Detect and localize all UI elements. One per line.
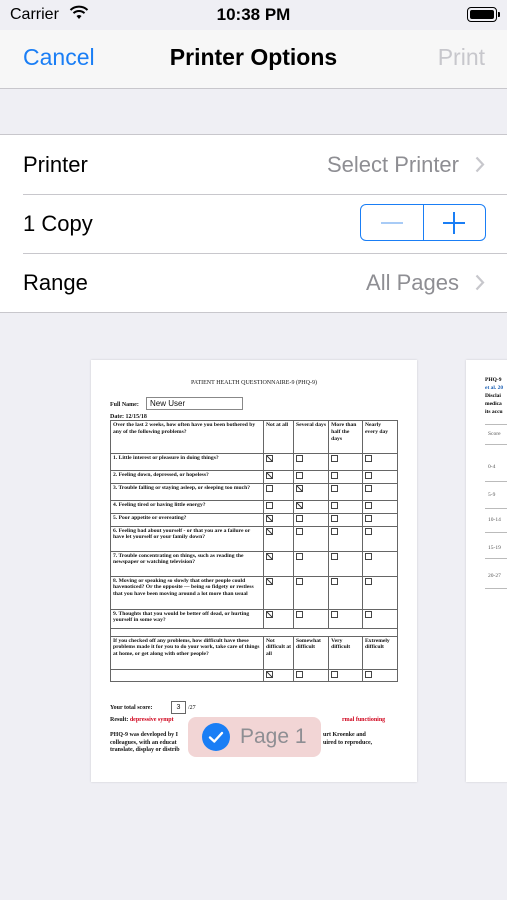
checkbox (331, 472, 338, 479)
checkbox (296, 485, 303, 492)
footer-line: translate, display or distrib (110, 747, 180, 753)
column-header: More than half the days (329, 421, 363, 454)
header-question: Over the last 2 weeks, how often have you been bothered by any of the following problems? (111, 421, 264, 454)
range-value: All Pages (366, 270, 459, 295)
page2-score-row: 5-9 (488, 492, 496, 498)
column-header: Several days (294, 421, 329, 454)
copies-row (0, 194, 507, 253)
page2-line: its accu (485, 409, 503, 415)
clock: 10:38 PM (216, 5, 291, 24)
checkbox (331, 515, 338, 522)
chevron-right-icon (475, 156, 485, 178)
question-text: 2. Feeling down, depressed, or hopeless? (111, 471, 264, 484)
printer-row[interactable] (0, 135, 507, 194)
answer-cell (264, 526, 294, 551)
copies-label: 1 Copy (23, 211, 93, 236)
battery-icon (467, 7, 497, 22)
question-text: 3. Trouble falling or staying asleep, or sleeping too much? (111, 484, 264, 501)
column-header: Nearly every day (362, 421, 397, 454)
answer-cell (294, 551, 329, 576)
checkbox (365, 578, 372, 585)
checkbox (266, 485, 273, 492)
answer-cell (362, 484, 397, 501)
print-preview[interactable] (0, 313, 507, 900)
answer-cell (264, 513, 294, 526)
page-indicator[interactable] (188, 717, 321, 757)
answer-cell (294, 513, 329, 526)
navigation-bar (0, 30, 507, 89)
result-value-right: rmal functioning (342, 717, 386, 723)
answer-cell (264, 609, 294, 628)
answer-cell (362, 551, 397, 576)
checkbox (365, 528, 372, 535)
table-row (111, 501, 398, 514)
checkbox (331, 502, 338, 509)
answer-cell (264, 501, 294, 514)
answer-cell (329, 609, 363, 628)
page2-score-header: Score (488, 431, 501, 437)
answer-cell (329, 501, 363, 514)
answer-cell (264, 484, 294, 501)
document-title: PATIENT HEALTH QUESTIONNAIRE-9 (PHQ-9) (191, 380, 317, 386)
table-row (111, 609, 398, 628)
full-name-field: New User (146, 397, 243, 410)
checkbox (331, 578, 338, 585)
column-header: Not difficult at all (264, 636, 294, 669)
checkbox (266, 455, 273, 462)
difficulty-question: If you checked off any problems, how difficult have these problems made it for you to do your work, take care of things at home, or get along with other people? (111, 636, 264, 669)
checkbox (266, 553, 273, 560)
question-text: 6. Feeling bad about yourself - or that you are a failure or have let yourself or your family down? (111, 526, 264, 551)
answer-cell (264, 454, 294, 471)
answer-cell (362, 609, 397, 628)
answer-cell (294, 471, 329, 484)
answer-cell (329, 454, 363, 471)
checkbox (296, 553, 303, 560)
page2-score-row: 20-27 (488, 573, 501, 579)
answer-cell (294, 484, 329, 501)
range-label: Range (23, 270, 88, 295)
question-text: 1. Little interest or pleasure in doing things? (111, 454, 264, 471)
checkbox (296, 515, 303, 522)
answer-cell (329, 551, 363, 576)
answer-cell (329, 576, 363, 609)
question-text: 4. Feeling tired or having little energy? (111, 501, 264, 514)
checkbox (331, 485, 338, 492)
checkbox (296, 502, 303, 509)
printer-options-list (0, 134, 507, 313)
answer-cell (362, 454, 397, 471)
footer-line: colleagues, with an educat (110, 739, 177, 746)
checkbox (365, 671, 372, 678)
result-label: Result: (110, 717, 129, 723)
answer-cell (362, 576, 397, 609)
question-text: 8. Moving or speaking so slowly that other people could havenoticed? Or the opposite — being so fidgety or restless that you have been moving around a lot more than usual (111, 576, 264, 609)
checkbox (266, 515, 273, 522)
answer-cell (294, 576, 329, 609)
checkbox (365, 455, 372, 462)
checkbox (331, 528, 338, 535)
questionnaire-table (110, 420, 398, 682)
table-row (111, 513, 398, 526)
answer-cell (294, 526, 329, 551)
plus-icon (443, 212, 465, 234)
page2-line: medica (485, 401, 502, 407)
page2-line: et al. 20 (485, 385, 504, 391)
full-name-label: Full Name: (110, 402, 139, 408)
checkbox (365, 611, 372, 618)
footer-line: urt Kroenke and (323, 732, 366, 738)
result-value-left: depressive sympt (129, 717, 174, 723)
answer-cell (362, 513, 397, 526)
page-indicator-label: Page 1 (240, 725, 307, 748)
total-score-label: Your total score: (110, 705, 153, 711)
answer-cell (264, 471, 294, 484)
checkbox (331, 671, 338, 678)
question-text: 9. Thoughts that you would be better off dead, or hurting yourself in some way? (111, 609, 264, 628)
copies-stepper[interactable] (360, 204, 486, 241)
answer-cell (329, 471, 363, 484)
printer-label: Printer (23, 152, 88, 177)
decrement-button[interactable] (361, 205, 423, 240)
minus-icon (381, 222, 403, 224)
checkbox (296, 578, 303, 585)
checkbox (331, 553, 338, 560)
answer-cell (329, 513, 363, 526)
table-row (111, 484, 398, 501)
checkbox (365, 485, 372, 492)
page2-score-row: 0-4 (488, 464, 496, 470)
answer-cell (294, 501, 329, 514)
table-row (111, 551, 398, 576)
table-row (111, 576, 398, 609)
answer-cell (362, 471, 397, 484)
table-row (111, 454, 398, 471)
checkbox (296, 455, 303, 462)
page2-line: Disclai (485, 393, 501, 399)
column-header: Extremely difficult (362, 636, 397, 669)
answer-cell (329, 484, 363, 501)
footer-line: PHQ-9 was developed by I (110, 732, 179, 738)
checkbox (296, 528, 303, 535)
checkbox (266, 502, 273, 509)
printer-value: Select Printer (326, 152, 459, 177)
footer-line: uired to reproduce, (323, 739, 373, 746)
table-header-row (111, 421, 398, 454)
answer-cell (362, 526, 397, 551)
table-row (111, 526, 398, 551)
range-row[interactable] (0, 253, 507, 312)
checkbox (365, 553, 372, 560)
cancel-button[interactable]: Cancel (23, 44, 95, 70)
page2-line: PHQ-9 (485, 377, 502, 383)
difficulty-answer-row (111, 669, 398, 682)
carrier-label: Carrier (10, 6, 59, 23)
column-header: Very difficult (329, 636, 363, 669)
checkmark-icon (202, 723, 230, 751)
spacer-row (111, 628, 398, 636)
checkbox (296, 472, 303, 479)
question-text: 5. Poor appetite or overeating? (111, 513, 264, 526)
checkbox (365, 472, 372, 479)
increment-button[interactable] (423, 205, 486, 240)
column-header: Not at all (264, 421, 294, 454)
difficulty-header-row (111, 636, 398, 669)
checkbox (266, 671, 273, 678)
answer-cell (264, 576, 294, 609)
page2-score-row: 15-19 (488, 545, 501, 551)
checkbox (331, 611, 338, 618)
checkbox (266, 578, 273, 585)
table-row (111, 471, 398, 484)
question-text: 7. Trouble concentrating on things, such as reading the newspaper or watching television? (111, 551, 264, 576)
date-label: Date: 12/15/18 (110, 414, 147, 420)
answer-cell (264, 551, 294, 576)
status-bar (0, 0, 507, 30)
page2-score-row: 10-14 (488, 517, 501, 523)
print-button[interactable]: Print (437, 44, 485, 70)
result-line (110, 717, 386, 723)
checkbox (331, 455, 338, 462)
checkbox (296, 671, 303, 678)
checkbox (266, 472, 273, 479)
answer-cell (294, 609, 329, 628)
page-title: Printer Options (169, 44, 338, 70)
checkbox (365, 515, 372, 522)
checkbox (266, 528, 273, 535)
checkbox (365, 502, 372, 509)
total-score-denominator: /27 (188, 705, 196, 711)
preview-page-2[interactable] (466, 360, 507, 782)
total-score-value: 3 (171, 701, 186, 714)
chevron-right-icon (475, 274, 485, 296)
checkbox (266, 611, 273, 618)
answer-cell (329, 526, 363, 551)
answer-cell (294, 454, 329, 471)
answer-cell (362, 501, 397, 514)
column-header: Somewhat difficult (294, 636, 329, 669)
checkbox (296, 611, 303, 618)
